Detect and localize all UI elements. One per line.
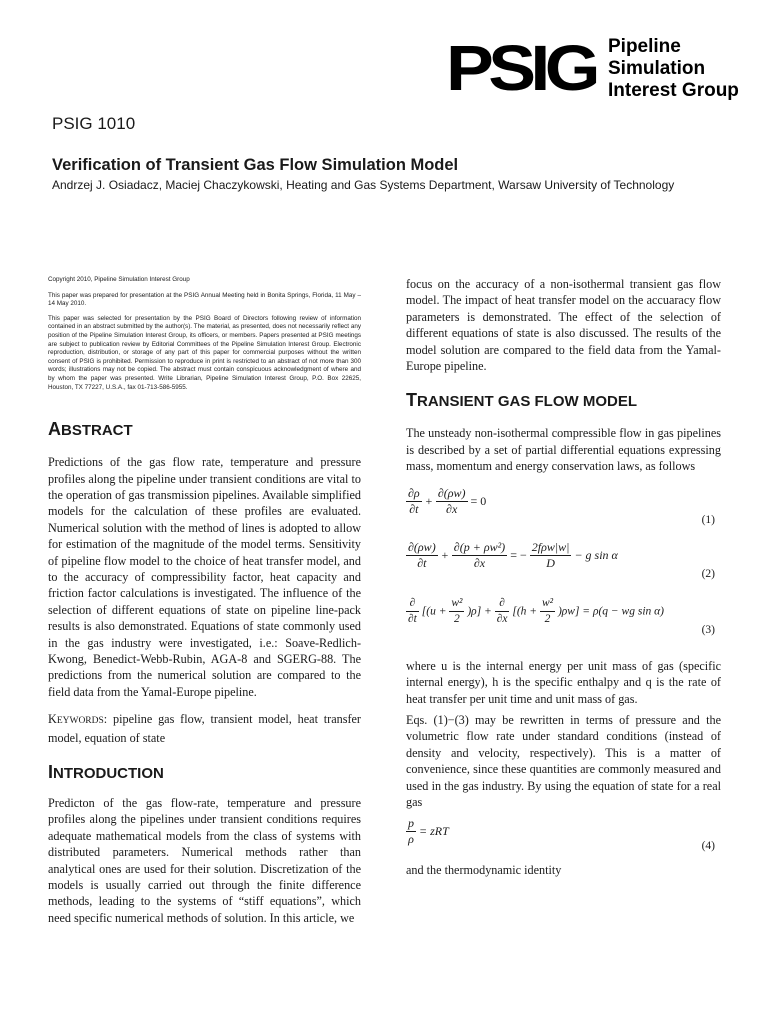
logo-line-1: Pipeline [608, 36, 681, 57]
copyright-line: Copyright 2010, Pipeline Simulation Interest Group [48, 276, 190, 283]
logo-text [608, 36, 739, 102]
equation-3-number: (3) [701, 624, 715, 636]
authors: Andrzej J. Osiadacz, Maciej Chaczykowski, Heating and Gas Systems Department, Warsaw University of Technology [52, 178, 675, 192]
selection-note: This paper was selected for presentation by the PSIG Board of Directors following review of information contained in an abstract submitted by the author(s). The material, as presented, does not necessarily reflect any position of the Pipeline Simulation Interest Group, its officers, or members. Papers presented at PSIG meetings are subject to publication review by Editorial Committees of the Pipeline Simulation Interest Group. Electronic reproduction, distribution, or storage of any part of this paper for commercial purposes without the written consent of PSIG is prohibited. Permission to reproduce in print is restricted to an abstract of not more than 300 words; illustrations may not be copied. The abstract must contain conspicuous acknowledgment of where and by whom the paper was presented. Write Librarian, Pipeline Simulation Interest Group, P.O. Box 22625, Houston, TX 77227, U.S.A., fax 01-713-586-5955. [48, 314, 361, 391]
logo-mark: PSIG [446, 32, 595, 104]
transient-model-heading: TRANSIENT GAS FLOW MODEL [406, 390, 637, 411]
equation-4-number: (4) [701, 840, 715, 852]
equation-1-number: (1) [701, 514, 715, 526]
equation-1: $\frac{\partial\rho}{\partial t}$ + $\frac{\partial(\rho w)}{\partial x}$ = 0 (1) [408, 486, 715, 526]
logo-line-2: Simulation [608, 58, 706, 79]
introduction-heading: INTRODUCTION [48, 762, 164, 783]
presentation-note: This paper was prepared for presentation at the PSIG Annual Meeting held in Bonita Springs, Florida, 11 May – 14 May 2010. [48, 291, 361, 308]
equation-4: $\frac{p}{\rho}$ = zRT (4) [408, 816, 715, 852]
right-column [406, 276, 721, 906]
variables-explanation: where u is the internal energy per unit mass of gas (specific internal energy), h is the specific enthalpy and q is the rate of heat transfer per unit time and unit mass of gas. [406, 659, 721, 706]
keywords: KEYWORDS: pipeline gas flow, transient model, heat transfer model, equation of state [48, 712, 361, 745]
equation-3: $\frac{\partial}{\partial t}$ [(u + $\frac{\text{w²}}{2}$ )ρ] + $\frac{\partial}{\partial x}$ [(h + $\frac{\text{w²}}{2}$ )ρw] = ρ(q − wg sin α) (3) [408, 597, 715, 636]
left-column [48, 276, 361, 926]
intro-continued: focus on the accuracy of a non-isothermal transient gas flow model. The impact of heat transfer model on the accuaracy flow parameters is demonstrated. The effect of the selection of different equations of state is also discussed. The results of the model solution are compared to the field data from the Yamal-Europe pipeline. [406, 277, 721, 374]
abstract-heading: ABSTRACT [48, 419, 133, 440]
transient-intro: The unsteady non-isothermal compressible flow in gas pipelines is described by a set of partial differential equations expressing mass, momentum and energy conservation laws, as follows [406, 426, 721, 474]
psig-logo [446, 32, 739, 104]
abstract-text: Predictions of the gas flow rate, temperature and pressure profiles along the pipeline under transient conditions are vital to the operation of gas transmission pipelines. Available simplified models for the calculation of these profiles are evaluated. Numerical solution with the method of lines is adopted to allow for estimation of the magnitude of the model terms. Sensitivity of pipeline flow model to the choice of heat transfer model, and to the accuracy of compressibility factor, heat capacity and friction factor calculations is investigated. The influence of the selection of different equations of state on pipeline line-pack results is also demonstrated. Equations of state commonly used in the gas industry were investigated, i.e.: Soave-Redlich-Kwong, Benedict-Webb-Rubin, AGA-8 and SGERG-88. The predictions from the numerical solution are compared to the field data from the Yamal-Europe pipeline. [48, 455, 361, 699]
equation-2: $\frac{\partial(\rho w)}{\partial t}$ + $\frac{\text{∂(p + ρw²)}}{\partial x}$ = − $\frac{\text{2fρw|w|}}{D}$ − g sin α (2) [408, 540, 715, 580]
rewrite-paragraph: Eqs. (1)−(3) may be rewritten in terms of pressure and the volumetric flow rate under standard conditions (instead of density and velocity, respectively). This is a matter of convenience, since these quantities are commonly measured and used in the gas industry. By using the equation of state for a real gas [406, 713, 721, 810]
thermodynamic-identity-text: and the thermodynamic identity [406, 863, 562, 877]
paper-title: Verification of Transient Gas Flow Simulation Model [52, 156, 459, 174]
logo-line-3: Interest Group [608, 80, 739, 101]
introduction-text: Predicton of the gas flow-rate, temperature and pressure profiles along the pipelines under transient conditions requires adequate mathematical models from the class of systems with distributed parameters. Numerical methods rather than analytical ones are used for their solution. Discretization of the models is usually carried out through the finite difference methods, leading to the systems of “stiff equations”, which need specific numerical methods of solution. In this article, we [48, 796, 361, 925]
equation-2-number: (2) [701, 568, 715, 580]
paper-id: PSIG 1010 [52, 114, 136, 133]
